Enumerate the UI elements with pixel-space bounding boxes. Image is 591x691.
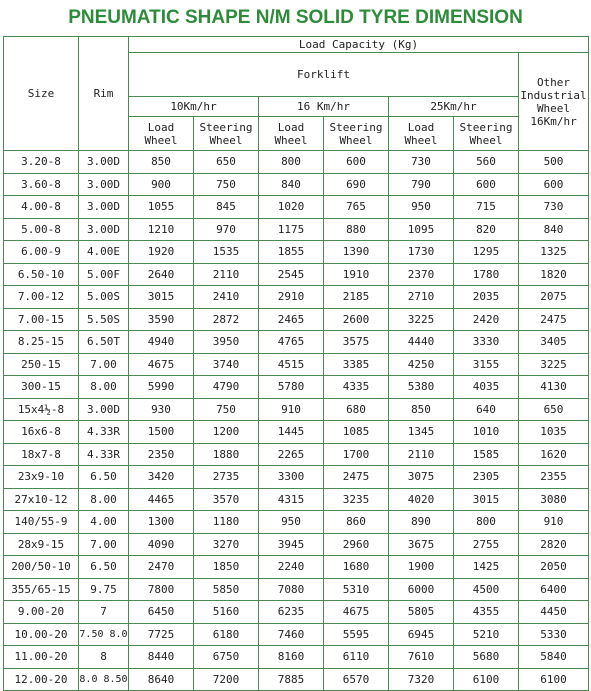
table-row: [4, 173, 589, 196]
value-cell: 2305: [454, 466, 519, 489]
value-cell: 880: [324, 218, 389, 241]
value-cell: 500: [519, 151, 589, 174]
value-cell: 7200: [194, 668, 259, 691]
value-cell: 800: [454, 511, 519, 534]
value-cell: 1700: [324, 443, 389, 466]
rim-cell: 3.00D: [79, 398, 129, 421]
table-row: [4, 646, 589, 669]
rim-cell: 5.00F: [79, 263, 129, 286]
value-cell: 2755: [454, 533, 519, 556]
value-cell: 1820: [519, 263, 589, 286]
size-cell: 8.25-15: [4, 331, 79, 354]
value-cell: 3590: [129, 308, 194, 331]
value-cell: 6400: [519, 578, 589, 601]
value-cell: 2265: [259, 443, 324, 466]
value-cell: 1175: [259, 218, 324, 241]
value-cell: 1855: [259, 241, 324, 264]
value-cell: 1680: [324, 556, 389, 579]
value-cell: 4250: [389, 353, 454, 376]
value-cell: 5805: [389, 601, 454, 624]
value-cell: 3080: [519, 488, 589, 511]
steering-wheel-header: Steering Wheel: [194, 117, 259, 151]
size-cell: 3.20-8: [4, 151, 79, 174]
value-cell: 970: [194, 218, 259, 241]
value-cell: 910: [259, 398, 324, 421]
value-cell: 4090: [129, 533, 194, 556]
value-cell: 2370: [389, 263, 454, 286]
value-cell: 5840: [519, 646, 589, 669]
value-cell: 1425: [454, 556, 519, 579]
table-body: [4, 151, 589, 691]
table-row: [4, 218, 589, 241]
value-cell: 2470: [129, 556, 194, 579]
rim-cell: 7: [79, 601, 129, 624]
rim-cell: 5.50S: [79, 308, 129, 331]
forklift-header: Forklift: [129, 53, 519, 97]
rim-cell: 6.50: [79, 466, 129, 489]
value-cell: 1300: [129, 511, 194, 534]
table-row: [4, 308, 589, 331]
value-cell: 8640: [129, 668, 194, 691]
value-cell: 5160: [194, 601, 259, 624]
rim-cell: 4.33R: [79, 421, 129, 444]
rim-cell: 3.00D: [79, 196, 129, 219]
value-cell: 1850: [194, 556, 259, 579]
table-row: [4, 151, 589, 174]
value-cell: 2545: [259, 263, 324, 286]
value-cell: 6000: [389, 578, 454, 601]
size-header: Size: [4, 37, 79, 151]
rim-cell: 8.00: [79, 376, 129, 399]
value-cell: 5310: [324, 578, 389, 601]
value-cell: 840: [259, 173, 324, 196]
size-cell: 4.00-8: [4, 196, 79, 219]
table-row: [4, 241, 589, 264]
value-cell: 1620: [519, 443, 589, 466]
value-cell: 7610: [389, 646, 454, 669]
rim-cell: 8.00: [79, 488, 129, 511]
steering-wheel-header: Steering Wheel: [454, 117, 519, 151]
value-cell: 4315: [259, 488, 324, 511]
size-cell: 28x9-15: [4, 533, 79, 556]
value-cell: 2475: [324, 466, 389, 489]
value-cell: 4765: [259, 331, 324, 354]
value-cell: 5210: [454, 623, 519, 646]
value-cell: 2475: [519, 308, 589, 331]
size-cell: 15x4½-8: [4, 398, 79, 421]
table-row: [4, 533, 589, 556]
size-cell: 16x6-8: [4, 421, 79, 444]
value-cell: 820: [454, 218, 519, 241]
value-cell: 3155: [454, 353, 519, 376]
value-cell: 600: [519, 173, 589, 196]
value-cell: 4790: [194, 376, 259, 399]
value-cell: 845: [194, 196, 259, 219]
value-cell: 2410: [194, 286, 259, 309]
value-cell: 2035: [454, 286, 519, 309]
size-cell: 11.00-20: [4, 646, 79, 669]
value-cell: 600: [454, 173, 519, 196]
value-cell: 3075: [389, 466, 454, 489]
value-cell: 1095: [389, 218, 454, 241]
value-cell: 3575: [324, 331, 389, 354]
value-cell: 950: [259, 511, 324, 534]
value-cell: 1180: [194, 511, 259, 534]
value-cell: 3015: [454, 488, 519, 511]
value-cell: 6570: [324, 668, 389, 691]
size-cell: 9.00-20: [4, 601, 79, 624]
rim-cell: 6.50T: [79, 331, 129, 354]
value-cell: 2185: [324, 286, 389, 309]
table-row: [4, 488, 589, 511]
value-cell: 730: [389, 151, 454, 174]
value-cell: 1920: [129, 241, 194, 264]
speed-header-25: 25Km/hr: [389, 97, 519, 117]
value-cell: 600: [324, 151, 389, 174]
value-cell: 850: [389, 398, 454, 421]
value-cell: 2640: [129, 263, 194, 286]
value-cell: 2050: [519, 556, 589, 579]
value-cell: 560: [454, 151, 519, 174]
value-cell: 1055: [129, 196, 194, 219]
value-cell: 1900: [389, 556, 454, 579]
value-cell: 2420: [454, 308, 519, 331]
value-cell: 7080: [259, 578, 324, 601]
rim-cell: 4.33R: [79, 443, 129, 466]
value-cell: 2355: [519, 466, 589, 489]
value-cell: 910: [519, 511, 589, 534]
value-cell: 2600: [324, 308, 389, 331]
value-cell: 3235: [324, 488, 389, 511]
value-cell: 6110: [324, 646, 389, 669]
speed-header-10: 10Km/hr: [129, 97, 259, 117]
value-cell: 1880: [194, 443, 259, 466]
value-cell: 1500: [129, 421, 194, 444]
value-cell: 1780: [454, 263, 519, 286]
value-cell: 5330: [519, 623, 589, 646]
table-row: [4, 443, 589, 466]
value-cell: 765: [324, 196, 389, 219]
value-cell: 6180: [194, 623, 259, 646]
value-cell: 1390: [324, 241, 389, 264]
value-cell: 1085: [324, 421, 389, 444]
value-cell: 5990: [129, 376, 194, 399]
rim-cell: 9.75: [79, 578, 129, 601]
value-cell: 4440: [389, 331, 454, 354]
size-cell: 355/65-15: [4, 578, 79, 601]
value-cell: 2240: [259, 556, 324, 579]
value-cell: 3945: [259, 533, 324, 556]
value-cell: 1200: [194, 421, 259, 444]
size-cell: 12.00-20: [4, 668, 79, 691]
value-cell: 1035: [519, 421, 589, 444]
value-cell: 4675: [129, 353, 194, 376]
table-row: [4, 623, 589, 646]
value-cell: 2735: [194, 466, 259, 489]
value-cell: 790: [389, 173, 454, 196]
size-cell: 200/50-10: [4, 556, 79, 579]
value-cell: 8440: [129, 646, 194, 669]
value-cell: 8160: [259, 646, 324, 669]
value-cell: 4675: [324, 601, 389, 624]
size-cell: 300-15: [4, 376, 79, 399]
table-row: [4, 556, 589, 579]
rim-cell: 4.00E: [79, 241, 129, 264]
value-cell: 930: [129, 398, 194, 421]
value-cell: 6100: [519, 668, 589, 691]
value-cell: 890: [389, 511, 454, 534]
value-cell: 7460: [259, 623, 324, 646]
value-cell: 3420: [129, 466, 194, 489]
value-cell: 2110: [194, 263, 259, 286]
value-cell: 715: [454, 196, 519, 219]
value-cell: 6450: [129, 601, 194, 624]
rim-cell: 4.00: [79, 511, 129, 534]
value-cell: 950: [389, 196, 454, 219]
value-cell: 750: [194, 173, 259, 196]
value-cell: 6750: [194, 646, 259, 669]
table-row: [4, 376, 589, 399]
size-cell: 5.00-8: [4, 218, 79, 241]
value-cell: 3740: [194, 353, 259, 376]
value-cell: 1445: [259, 421, 324, 444]
value-cell: 1535: [194, 241, 259, 264]
value-cell: 7320: [389, 668, 454, 691]
value-cell: 690: [324, 173, 389, 196]
value-cell: 3330: [454, 331, 519, 354]
rim-cell: 3.00D: [79, 218, 129, 241]
size-cell: 27x10-12: [4, 488, 79, 511]
value-cell: 2910: [259, 286, 324, 309]
value-cell: 850: [129, 151, 194, 174]
value-cell: 4500: [454, 578, 519, 601]
value-cell: 4355: [454, 601, 519, 624]
size-cell: 18x7-8: [4, 443, 79, 466]
rim-cell: 7.50 8.0: [79, 623, 129, 646]
size-cell: 7.00-15: [4, 308, 79, 331]
value-cell: 1910: [324, 263, 389, 286]
value-cell: 6235: [259, 601, 324, 624]
value-cell: 4465: [129, 488, 194, 511]
value-cell: 3225: [389, 308, 454, 331]
size-cell: 6.00-9: [4, 241, 79, 264]
value-cell: 2465: [259, 308, 324, 331]
size-cell: 6.50-10: [4, 263, 79, 286]
value-cell: 5380: [389, 376, 454, 399]
value-cell: 2350: [129, 443, 194, 466]
value-cell: 5850: [194, 578, 259, 601]
value-cell: 4450: [519, 601, 589, 624]
value-cell: 7885: [259, 668, 324, 691]
value-cell: 640: [454, 398, 519, 421]
size-cell: 10.00-20: [4, 623, 79, 646]
table-row: [4, 511, 589, 534]
value-cell: 1010: [454, 421, 519, 444]
value-cell: 1730: [389, 241, 454, 264]
value-cell: 2110: [389, 443, 454, 466]
value-cell: 2710: [389, 286, 454, 309]
size-cell: 7.00-12: [4, 286, 79, 309]
value-cell: 3570: [194, 488, 259, 511]
value-cell: 650: [194, 151, 259, 174]
table-row: [4, 578, 589, 601]
value-cell: 3405: [519, 331, 589, 354]
value-cell: 2872: [194, 308, 259, 331]
value-cell: 800: [259, 151, 324, 174]
value-cell: 3225: [519, 353, 589, 376]
size-cell: 250-15: [4, 353, 79, 376]
other-industrial-header: Other Industrial Wheel 16Km/hr: [519, 53, 589, 151]
value-cell: 3015: [129, 286, 194, 309]
load-wheel-header: Load Wheel: [259, 117, 324, 151]
tyre-dimension-table: [3, 36, 589, 691]
value-cell: 900: [129, 173, 194, 196]
value-cell: 7800: [129, 578, 194, 601]
value-cell: 860: [324, 511, 389, 534]
value-cell: 840: [519, 218, 589, 241]
value-cell: 730: [519, 196, 589, 219]
table-row: [4, 263, 589, 286]
value-cell: 5680: [454, 646, 519, 669]
table-row: [4, 421, 589, 444]
value-cell: 4020: [389, 488, 454, 511]
value-cell: 1210: [129, 218, 194, 241]
value-cell: 2960: [324, 533, 389, 556]
table-row: [4, 466, 589, 489]
rim-cell: 7.00: [79, 533, 129, 556]
value-cell: 3675: [389, 533, 454, 556]
table-row: [4, 331, 589, 354]
table-row: [4, 353, 589, 376]
rim-cell: 3.00D: [79, 151, 129, 174]
value-cell: 2820: [519, 533, 589, 556]
rim-cell: 6.50: [79, 556, 129, 579]
value-cell: 5595: [324, 623, 389, 646]
value-cell: 4940: [129, 331, 194, 354]
table-row: [4, 601, 589, 624]
value-cell: 4335: [324, 376, 389, 399]
page-title: PNEUMATIC SHAPE N/M SOLID TYRE DIMENSION: [68, 7, 523, 28]
value-cell: 6945: [389, 623, 454, 646]
steering-wheel-header: Steering Wheel: [324, 117, 389, 151]
value-cell: 3385: [324, 353, 389, 376]
table-row: [4, 196, 589, 219]
value-cell: 1345: [389, 421, 454, 444]
value-cell: 5780: [259, 376, 324, 399]
load-capacity-header: Load Capacity (Kg): [129, 37, 589, 53]
size-cell: 140/55-9: [4, 511, 79, 534]
value-cell: 650: [519, 398, 589, 421]
rim-cell: 3.00D: [79, 173, 129, 196]
value-cell: 1020: [259, 196, 324, 219]
size-cell: 3.60-8: [4, 173, 79, 196]
load-wheel-header: Load Wheel: [129, 117, 194, 151]
rim-cell: 7.00: [79, 353, 129, 376]
value-cell: 7725: [129, 623, 194, 646]
table-row: [4, 286, 589, 309]
value-cell: 3300: [259, 466, 324, 489]
rim-header: Rim: [79, 37, 129, 151]
value-cell: 4515: [259, 353, 324, 376]
speed-header-16: 16 Km/hr: [259, 97, 389, 117]
rim-cell: 8.0 8.50: [79, 668, 129, 691]
value-cell: 750: [194, 398, 259, 421]
value-cell: 3270: [194, 533, 259, 556]
value-cell: 4130: [519, 376, 589, 399]
load-wheel-header: Load Wheel: [389, 117, 454, 151]
value-cell: 680: [324, 398, 389, 421]
size-cell: 23x9-10: [4, 466, 79, 489]
rim-cell: 8: [79, 646, 129, 669]
value-cell: 6100: [454, 668, 519, 691]
value-cell: 4035: [454, 376, 519, 399]
value-cell: 2075: [519, 286, 589, 309]
value-cell: 3950: [194, 331, 259, 354]
value-cell: 1325: [519, 241, 589, 264]
rim-cell: 5.00S: [79, 286, 129, 309]
value-cell: 1585: [454, 443, 519, 466]
table-row: [4, 398, 589, 421]
table-row: [4, 668, 589, 691]
value-cell: 1295: [454, 241, 519, 264]
